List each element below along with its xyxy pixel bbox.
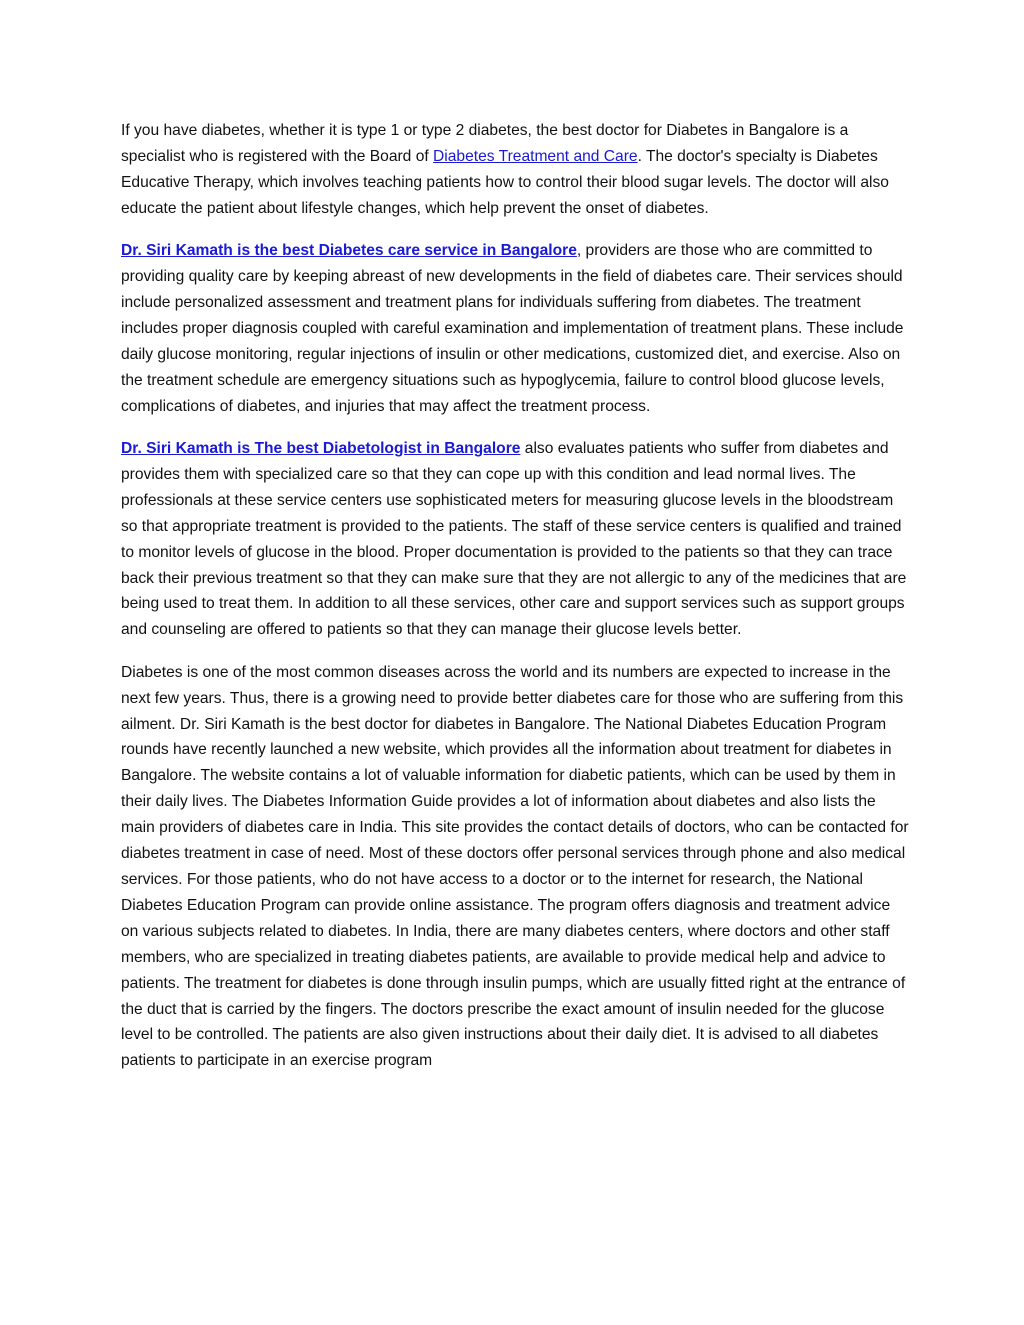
- link-diabetes-treatment-and-care[interactable]: Diabetes Treatment and Care: [433, 147, 638, 165]
- paragraph-text: Diabetes is one of the most common diseases across the world and its numbers are expected to increase in the next few years. Thus, there is a growing need to provide better diabetes care for those who are suffering from this ailment. Dr. Siri Kamath is the best doctor for diabetes in Bangalore. The National Diabetes Education Program rounds have recently launched a new website, which provides all the information about treatment for diabetes in Bangalore. The website contains a lot of valuable information for diabetic patients, which can be used by them in their daily lives. The Diabetes Information Guide provides a lot of information about diabetes and also lists the main providers of diabetes care in India. This site provides the contact details of doctors, who can be contacted for diabetes treatment in case of need. Most of these doctors offer personal services through phone and also medical services. For those patients, who do not have access to a doctor or to the internet for research, the National Diabetes Education Program can provide online assistance. The program offers diagnosis and treatment advice on various subjects related to diabetes. In India, there are many diabetes centers, where doctors and other staff members, who are specialized in treating diabetes patients, are available to provide medical help and advice to patients. The treatment for diabetes is done through insulin pumps, which are usually fitted right at the entrance of the duct that is carried by the fingers. The doctors prescribe the exact amount of insulin needed for the glucose level to be controlled. The patients are also given instructions about their daily diet. It is advised to all diabetes patients to participate in an exercise program: [121, 663, 909, 1070]
- link-best-diabetologist[interactable]: Dr. Siri Kamath is The best Diabetologist in Bangalore: [121, 439, 521, 457]
- paragraph-text: , providers are those who are committed to providing quality care by keeping abreast of new developments in the field of diabetes care. Their services should include personalized assessment and treatment plans for individuals suffering from diabetes. The treatment includes proper diagnosis coupled with careful examination and implementation of treatment plans. These include daily glucose monitoring, regular injections of insulin or other medications, customized diet, and exercise. Also on the treatment schedule are emergency situations such as hypoglycemia, failure to control blood glucose levels, complications of diabetes, and injuries that may affect the treatment process.: [121, 242, 904, 415]
- paragraph-intro: [121, 118, 911, 222]
- paragraph-overview: [121, 660, 911, 1075]
- document-body: [121, 118, 911, 1091]
- paragraph-text: also evaluates patients who suffer from diabetes and provides them with specialized care so that they can cope up with this condition and lead normal lives. The professionals at these service centers use sophisticated meters for measuring glucose levels in the bloodstream so that appropriate treatment is provided to the patients. The staff of these service centers is qualified and trained to monitor levels of glucose in the blood. Proper documentation is provided to the patients so that they can trace back their previous treatment so that they can make sure that they are not allergic to any of the medicines that are being used to treat them. In addition to all these services, other care and support services such as support groups and counseling are offered to patients so that they can manage their glucose levels better.: [121, 439, 907, 639]
- link-best-diabetes-care-service[interactable]: Dr. Siri Kamath is the best Diabetes care service in Bangalore: [121, 242, 577, 260]
- paragraph-care-service: [121, 238, 911, 419]
- paragraph-diabetologist: [121, 436, 911, 643]
- paragraph-text: If you have diabetes, whether it is type 1 or type 2 diabetes, the best doctor for Diabetes in Bangalore is a specialist who is registered with the Board of: [121, 122, 849, 165]
- paragraph-text: . The doctor's specialty is Diabetes Educative Therapy, which involves teaching patients how to control their blood sugar levels. The doctor will also educate the patient about lifestyle changes, which help prevent the onset of diabetes.: [121, 147, 889, 217]
